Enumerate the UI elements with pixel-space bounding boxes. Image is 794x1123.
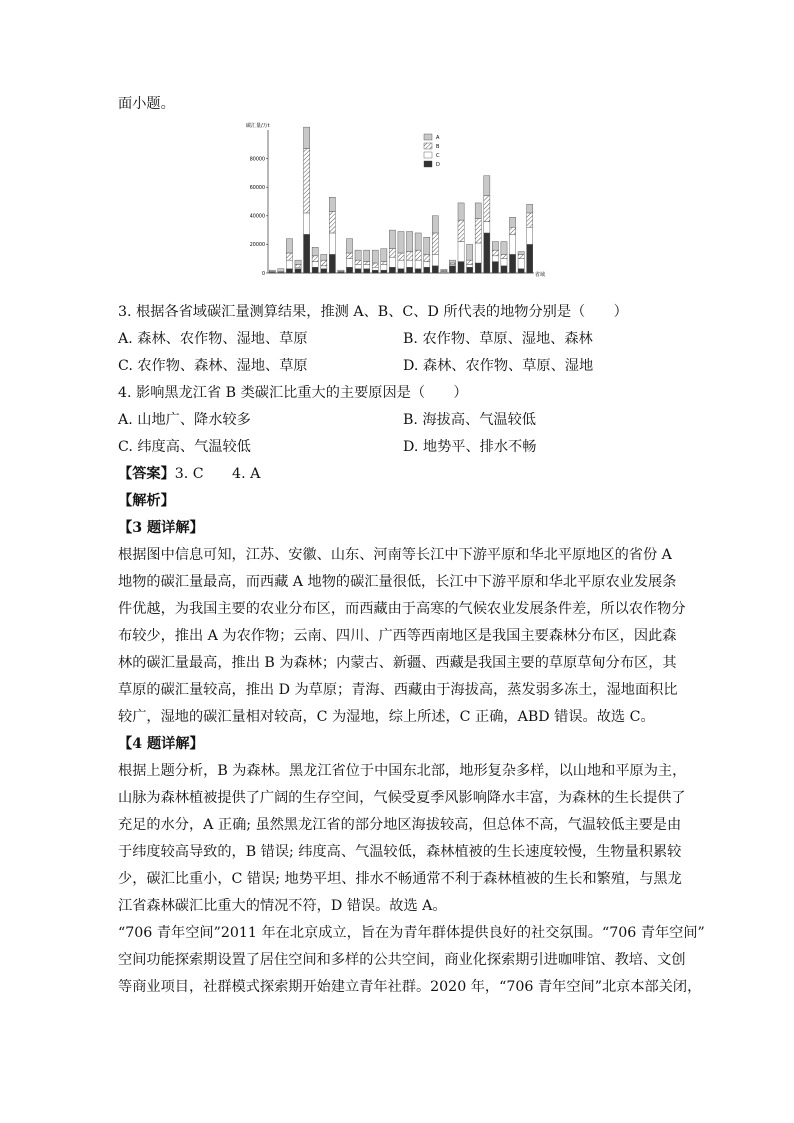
q3-detail-line: 布较少，推出 A 为农作物；云南、四川、广西等西南地区是我国主要森林分布区，因此森 <box>118 628 677 644</box>
q4-detail-line: 山脉为森林植被提供了广阔的生存空间，气候受夏季风影响降水丰富，为森林的生长提供了 <box>118 790 686 806</box>
q4-option-b[interactable]: B. 海拔高、气温较低 <box>403 412 536 428</box>
bar-segment-d <box>449 266 455 273</box>
bar-segment-a <box>321 254 327 260</box>
bar-segment-a <box>286 239 292 253</box>
bar-segment-b <box>381 262 387 265</box>
q4-detail-line: 充足的水分，A 正确; 虽然黑龙江省的部分地区海拔较高，但总体不高，气温较低主要是由 <box>118 817 682 833</box>
bar-segment-b <box>389 249 395 258</box>
q3-stem: 3. 根据各省域碳汇量测算结果，推测 A、B、C、D 所代表的地物分别是（ ） <box>118 304 628 320</box>
bar-segment-c <box>467 264 473 267</box>
bar-segment-a <box>501 242 507 255</box>
bar-segment-c <box>381 264 387 270</box>
bar-segment-a <box>295 260 301 264</box>
bar-segment-d <box>458 262 464 273</box>
bar-segment-b <box>509 227 515 234</box>
bar-segment-a <box>415 233 421 250</box>
bar-segment-c <box>527 227 533 244</box>
bar-segment-d <box>312 267 318 273</box>
q4-option-a[interactable]: A. 山地广、降水较多 <box>118 412 251 428</box>
bar-segment-c <box>509 234 515 254</box>
passage-line: 等商业项目，社群模式探索期开始建立青年社群。2020 年，“706 青年空间”北京本部关闭， <box>118 979 702 995</box>
bar-segment-c <box>458 242 464 262</box>
q3-option-d[interactable]: D. 森林、农作物、草原、湿地 <box>403 358 594 374</box>
bar-segment-b <box>475 219 481 243</box>
bar-segment-c <box>475 243 481 263</box>
y-tick-label: 80000 <box>249 157 265 163</box>
bar-segment-c <box>449 264 455 265</box>
bar-segment-a <box>484 176 490 196</box>
legend-swatch-b <box>424 143 432 149</box>
analysis-label: 【解析】 <box>118 493 175 509</box>
q4-detail-line: 少，碳汇比重小，C 错误; 地势平坦、排水不畅通常不利于森林植被的生长和繁殖，与黑龙 <box>118 871 682 887</box>
bar-segment-d <box>355 269 361 273</box>
bar-segment-b <box>432 233 438 254</box>
bar-segment-a <box>346 239 352 253</box>
bar-segment-c <box>389 257 395 267</box>
bar-segment-c <box>372 267 378 270</box>
q3-option-b[interactable]: B. 农作物、草原、湿地、森林 <box>403 331 593 347</box>
q4-option-c[interactable]: C. 纬度高、气温较低 <box>118 439 251 455</box>
bar-segment-d <box>304 234 310 273</box>
q4-detail-line: 于纬度较高导致的，B 错误; 纬度高、气温较低，森林植被的生长速度较慢，生物量积累较 <box>118 844 682 860</box>
answer-line <box>118 464 260 484</box>
bar-segment-b <box>458 220 464 241</box>
bar-segment-d <box>415 269 421 273</box>
bar-segment-a <box>312 247 318 256</box>
bar-segment-d <box>484 233 490 273</box>
bar-segment-a <box>389 230 395 249</box>
bar-segment-b <box>449 263 455 264</box>
bar-segment-a <box>467 244 473 260</box>
bar-segment-a <box>518 252 524 255</box>
bar-segment-a <box>424 237 430 254</box>
bar-segment-c <box>329 233 335 254</box>
bar-segment-d <box>321 269 327 273</box>
bar-segment-a <box>372 250 378 263</box>
x-axis-label: 省域 <box>535 272 546 278</box>
bar-segment-c <box>321 266 327 269</box>
bar-segment-d <box>509 254 515 273</box>
bar-segment-d <box>432 266 438 273</box>
legend-label-c: C <box>436 153 440 159</box>
passage-line: 空间功能探索期设置了居住空间和多样的公共空间，商业化探索期引进咖啡馆、教培、文创 <box>118 952 686 968</box>
bar-segment-d <box>364 269 370 273</box>
q3-detail-label: 【3 题详解】 <box>118 520 204 536</box>
bar-segment-a <box>406 232 412 252</box>
bar-segment-d <box>381 270 387 273</box>
bar-segment-a <box>398 232 404 253</box>
bar-segment-c <box>364 264 370 268</box>
q4-detail-label: 【4 题详解】 <box>118 736 204 752</box>
bar-segment-d <box>286 269 292 273</box>
answer-text: 3. C 4. A <box>174 466 261 482</box>
bar-segment-d <box>492 262 498 273</box>
bar-segment-c <box>492 256 498 262</box>
bar-segment-a <box>381 249 387 262</box>
bar-segment-c <box>415 260 421 269</box>
bar-segment-b <box>355 260 361 264</box>
bar-segment-d <box>475 263 481 273</box>
bar-segment-a <box>432 216 438 233</box>
q3-detail-line: 件优越，为我国主要的农业分布区，而西藏由于高寒的气候农业发展条件差，所以农作物分 <box>118 601 686 617</box>
bar-segment-c <box>501 259 507 266</box>
bar-segment-d <box>346 267 352 273</box>
bar-segment-d <box>398 269 404 273</box>
y-axis-label: 碳汇量/万t <box>246 123 270 129</box>
y-tick-label: 40000 <box>249 214 265 220</box>
q3-detail-line: 根据图中信息可知，江苏、安徽、山东、河南等长江中下游平原和华北平原地区的省份 A <box>118 547 672 563</box>
bar-segment-b <box>527 213 533 227</box>
bar-segment-d <box>295 269 301 273</box>
bar-segment-d <box>424 267 430 273</box>
bar-segment-d <box>518 269 524 273</box>
bar-segment-b <box>424 254 430 261</box>
answer-label: 【答案】 <box>118 466 175 482</box>
bar-segment-d <box>329 254 335 273</box>
bar-segment-c <box>424 262 430 268</box>
bar-segment-a <box>304 127 310 148</box>
bar-segment-c <box>286 260 292 269</box>
bar-segment-b <box>329 212 335 233</box>
bar-segment-a <box>364 250 370 261</box>
y-tick-label: 20000 <box>249 243 265 249</box>
bar-segment-b <box>372 263 378 267</box>
q4-detail-line: 江省森林碳汇比重大的情况不符，D 错误。故选 A。 <box>118 898 447 914</box>
passage-line: “706 青年空间”2011 年在北京成立，旨在为青年群体提供良好的社交氛围。“706 青年空间” <box>118 925 705 941</box>
bar-segment-b <box>492 250 498 256</box>
bar-segment-a <box>509 217 515 227</box>
bar-segment-d <box>406 267 412 273</box>
bar-segment-a <box>441 269 447 270</box>
bar-segment-a <box>527 204 533 213</box>
bar-segment-d <box>527 244 533 273</box>
bar-segment-d <box>389 267 395 273</box>
bar-segment-a <box>449 260 455 263</box>
q4-stem: 4. 影响黑龙江省 B 类碳汇比重大的主要原因是（ ） <box>118 385 468 401</box>
bar-segment-a <box>492 242 498 251</box>
legend-label-a: A <box>436 135 440 141</box>
bar-segment-a <box>355 250 361 260</box>
legend-swatch-a <box>424 134 432 140</box>
bar-segment-b <box>415 250 421 260</box>
bar-segment-c <box>398 260 404 269</box>
bar-segment-b <box>346 253 352 259</box>
bar-segment-a <box>269 270 275 271</box>
bar-segment-c <box>518 259 524 269</box>
bar-segment-c <box>295 267 301 268</box>
q3-detail-line: 较广，湿地的碳汇量相对较高，C 为湿地，综上所述，C 正确，ABD 错误。故选 C。 <box>118 709 655 725</box>
bar-segment-b <box>312 256 318 262</box>
q4-option-d[interactable]: D. 地势平、排水不畅 <box>403 439 537 455</box>
bar-segment-c <box>484 222 490 233</box>
bar-segment-d <box>372 270 378 273</box>
bar-segment-b <box>518 254 524 258</box>
bar-segment-b <box>467 260 473 264</box>
bar-segment-a <box>278 269 284 272</box>
q4-detail-line: 根据上题分析，B 为森林。黑龙江省位于中国东北部，地形复杂多样，以山地和平原为主， <box>118 763 687 779</box>
bar-segment-c <box>355 264 361 268</box>
bar-segment-d <box>501 266 507 273</box>
legend-swatch-c <box>424 152 432 158</box>
bar-segment-c <box>304 213 310 234</box>
q3-detail-line: 草原的碳汇量较高，推出 D 为草原；青海、西藏由于海拔高，蒸发弱多冻土，湿地面积比 <box>118 682 678 698</box>
carbon-sink-stacked-bar-chart <box>246 120 546 280</box>
bar-segment-b <box>364 262 370 265</box>
bar-segment-c <box>346 259 352 268</box>
legend-label-d: D <box>436 162 440 168</box>
bar-segment-c <box>432 254 438 265</box>
bar-segment-b <box>321 260 327 266</box>
bar-segment-d <box>467 267 473 273</box>
q3-detail-line: 林的碳汇量最高，推出 B 为森林；内蒙古、新疆、西藏是我国主要的草原草甸分布区，其 <box>118 655 677 671</box>
intro-tail: 面小题。 <box>118 96 175 112</box>
bar-segment-a <box>475 203 481 219</box>
bar-segment-b <box>501 254 507 258</box>
bar-segment-b <box>398 253 404 260</box>
bar-segment-b <box>304 149 310 213</box>
bar-segment-a <box>338 270 344 271</box>
legend-label-b: B <box>436 144 440 150</box>
q3-option-c[interactable]: C. 农作物、森林、湿地、草原 <box>118 358 308 374</box>
y-tick-label: 60000 <box>249 186 265 191</box>
bar-segment-c <box>406 260 412 267</box>
bar-segment-b <box>406 252 412 261</box>
q3-option-a[interactable]: A. 森林、农作物、湿地、草原 <box>118 331 308 347</box>
bar-segment-b <box>295 264 301 267</box>
y-tick-label: 0 <box>261 271 265 277</box>
bar-segment-b <box>484 196 490 222</box>
bar-segment-a <box>458 203 464 220</box>
bar-segment-b <box>286 253 292 260</box>
bar-segment-a <box>329 197 335 211</box>
legend-swatch-d <box>424 161 432 167</box>
bar-segment-c <box>312 262 318 268</box>
q3-detail-line: 地物的碳汇量最高，而西藏 A 地物的碳汇量很低，长江中下游平原和华北平原农业发展条 <box>118 574 677 590</box>
